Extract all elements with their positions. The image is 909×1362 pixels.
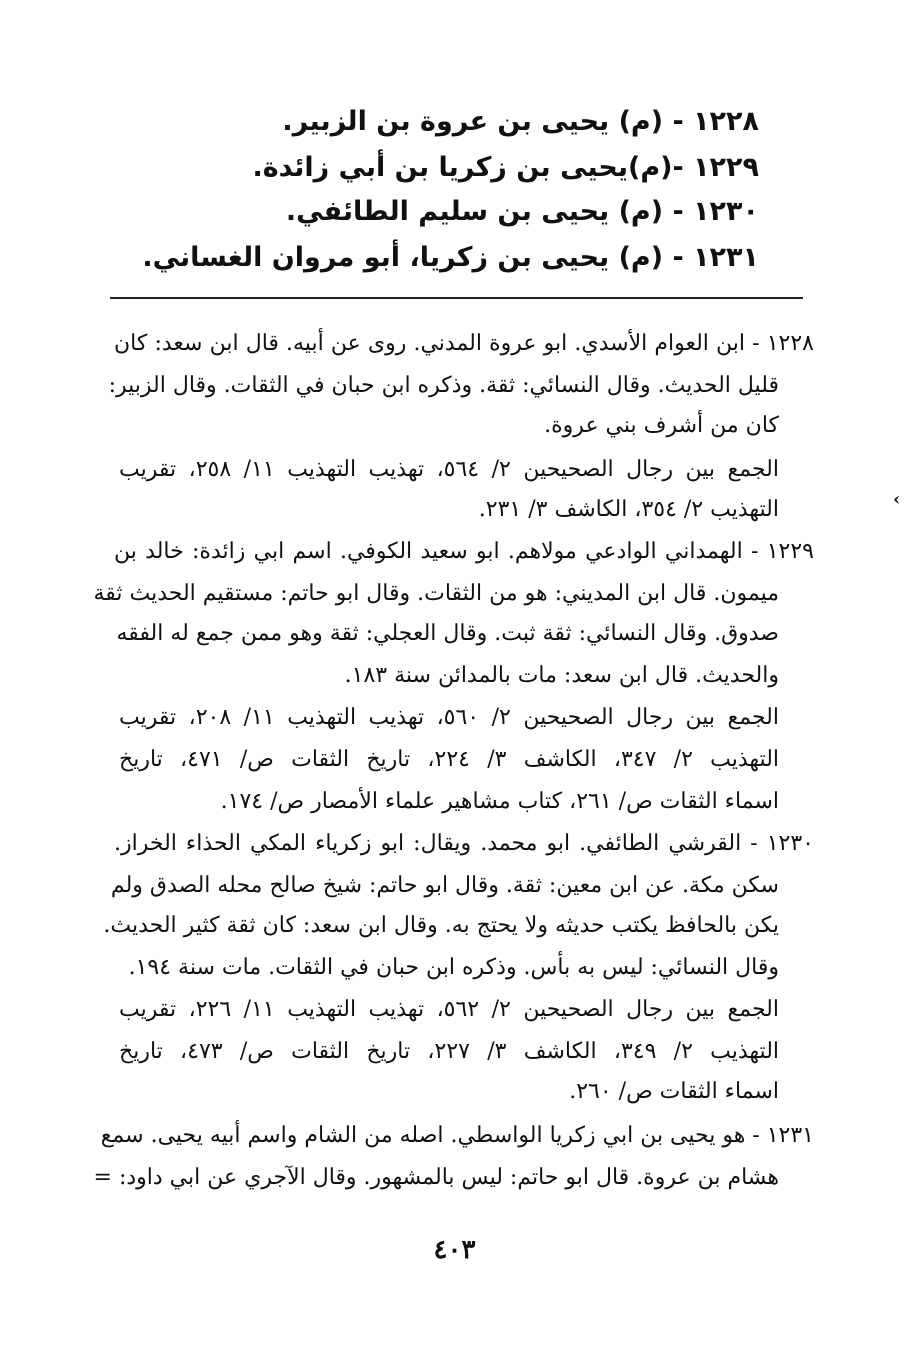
note-1229-line-1: ١٢٢٩ - الهمداني الوادعي مولاهم. ابو سعيد الكوفي. اسم ابي زائدة: خالد بن — [114, 539, 814, 564]
note-1230-line-2: سكن مكة. عن ابن معين: ثقة. وقال ابو حاتم: شيخ صالح محله الصدق ولم — [110, 873, 779, 898]
entry-heading-1231: ١٢٣١ - (م) يحيى بن زكريا، أبو مروان الغساني. — [142, 242, 759, 273]
note-1230-line-1: ١٢٣٠ - القرشي الطائفي. ابو محمد. ويقال: ابو زكرياء المكي الحذاء الخراز. — [114, 831, 814, 856]
entry-heading-1230: ١٢٣٠ - (م) يحيى بن سليم الطائفي. — [285, 196, 759, 227]
entry-heading-1229: ١٢٢٩ -(م)يحيى بن زكريا بن أبي زائدة. — [252, 152, 759, 183]
note-1228-line-1: ١٢٢٨ - ابن العوام الأسدي. ابو عروة المدني. روى عن أبيه. قال ابن سعد: كان — [114, 331, 814, 356]
note-1228-ref-1: الجمع بين رجال الصحيحين ٢/ ٥٦٤، تهذيب التهذيب ١١/ ٢٥٨، تقريب — [119, 457, 779, 482]
note-1228-line-2: قليل الحديث. وقال النسائي: ثقة. وذكره ابن حبان في الثقات. وقال الزبير: — [108, 373, 779, 398]
note-1229-line-4: والحديث. قال ابن سعد: مات بالمدائن سنة ١٨٣. — [344, 663, 779, 688]
note-1230-line-3: يكن بالحافظ يكتب حديثه ولا يحتج به. وقال ابن سعد: كان ثقة كثير الحديث. — [103, 913, 779, 938]
note-1229-line-3: صدوق. وقال النسائي: ثقة ثبت. وقال العجلي: ثقة وهو ممن جمع له الفقه — [116, 621, 779, 646]
entry-heading-1228: ١٢٢٨ - (م) يحيى بن عروة بن الزبير. — [282, 106, 759, 137]
note-1231-line-1: ١٢٣١ - هو يحيى بن ابي زكريا الواسطي. اصله من الشام واسم أبيه يحيى. سمع — [100, 1123, 814, 1148]
footnote-divider — [110, 297, 803, 299]
note-1229-ref-3: اسماء الثقات ص/ ٢٦١، كتاب مشاهير علماء الأمصار ص/ ١٧٤. — [220, 789, 779, 814]
note-1230-ref-1: الجمع بين رجال الصحيحين ٢/ ٥٦٢، تهذيب التهذيب ١١/ ٢٢٦، تقريب — [119, 997, 779, 1022]
note-1230-line-4: وقال النسائي: ليس به بأس. وذكره ابن حبان في الثقات. مات سنة ١٩٤. — [128, 955, 779, 980]
note-1230-ref-2: التهذيب ٢/ ٣٤٩، الكاشف ٣/ ٢٢٧، تاريخ الثقات ص/ ٤٧٣، تاريخ — [119, 1039, 780, 1064]
note-1229-line-2: ميمون. قال ابن المديني: هو من الثقات. وقال ابو حاتم: مستقيم الحديث ثقة — [93, 581, 779, 606]
margin-mark: › — [893, 489, 901, 510]
note-1228-ref-2: التهذيب ٢/ ٣٥٤، الكاشف ٣/ ٢٣١. — [478, 497, 779, 522]
note-1229-ref-1: الجمع بين رجال الصحيحين ٢/ ٥٦٠، تهذيب التهذيب ١١/ ٢٠٨، تقريب — [119, 705, 779, 730]
note-1229-ref-2: التهذيب ٢/ ٣٤٧، الكاشف ٣/ ٢٢٤، تاريخ الثقات ص/ ٤٧١، تاريخ — [119, 747, 780, 772]
note-1231-line-2: هشام بن عروة. قال ابو حاتم: ليس بالمشهور. وقال الآجري عن ابي داود: = — [93, 1165, 779, 1190]
page-number: ٤٠٣ — [433, 1235, 476, 1265]
note-1228-line-3: كان من أشرف بني عروة. — [544, 413, 779, 438]
note-1230-ref-3: اسماء الثقات ص/ ٢٦٠. — [569, 1079, 779, 1104]
